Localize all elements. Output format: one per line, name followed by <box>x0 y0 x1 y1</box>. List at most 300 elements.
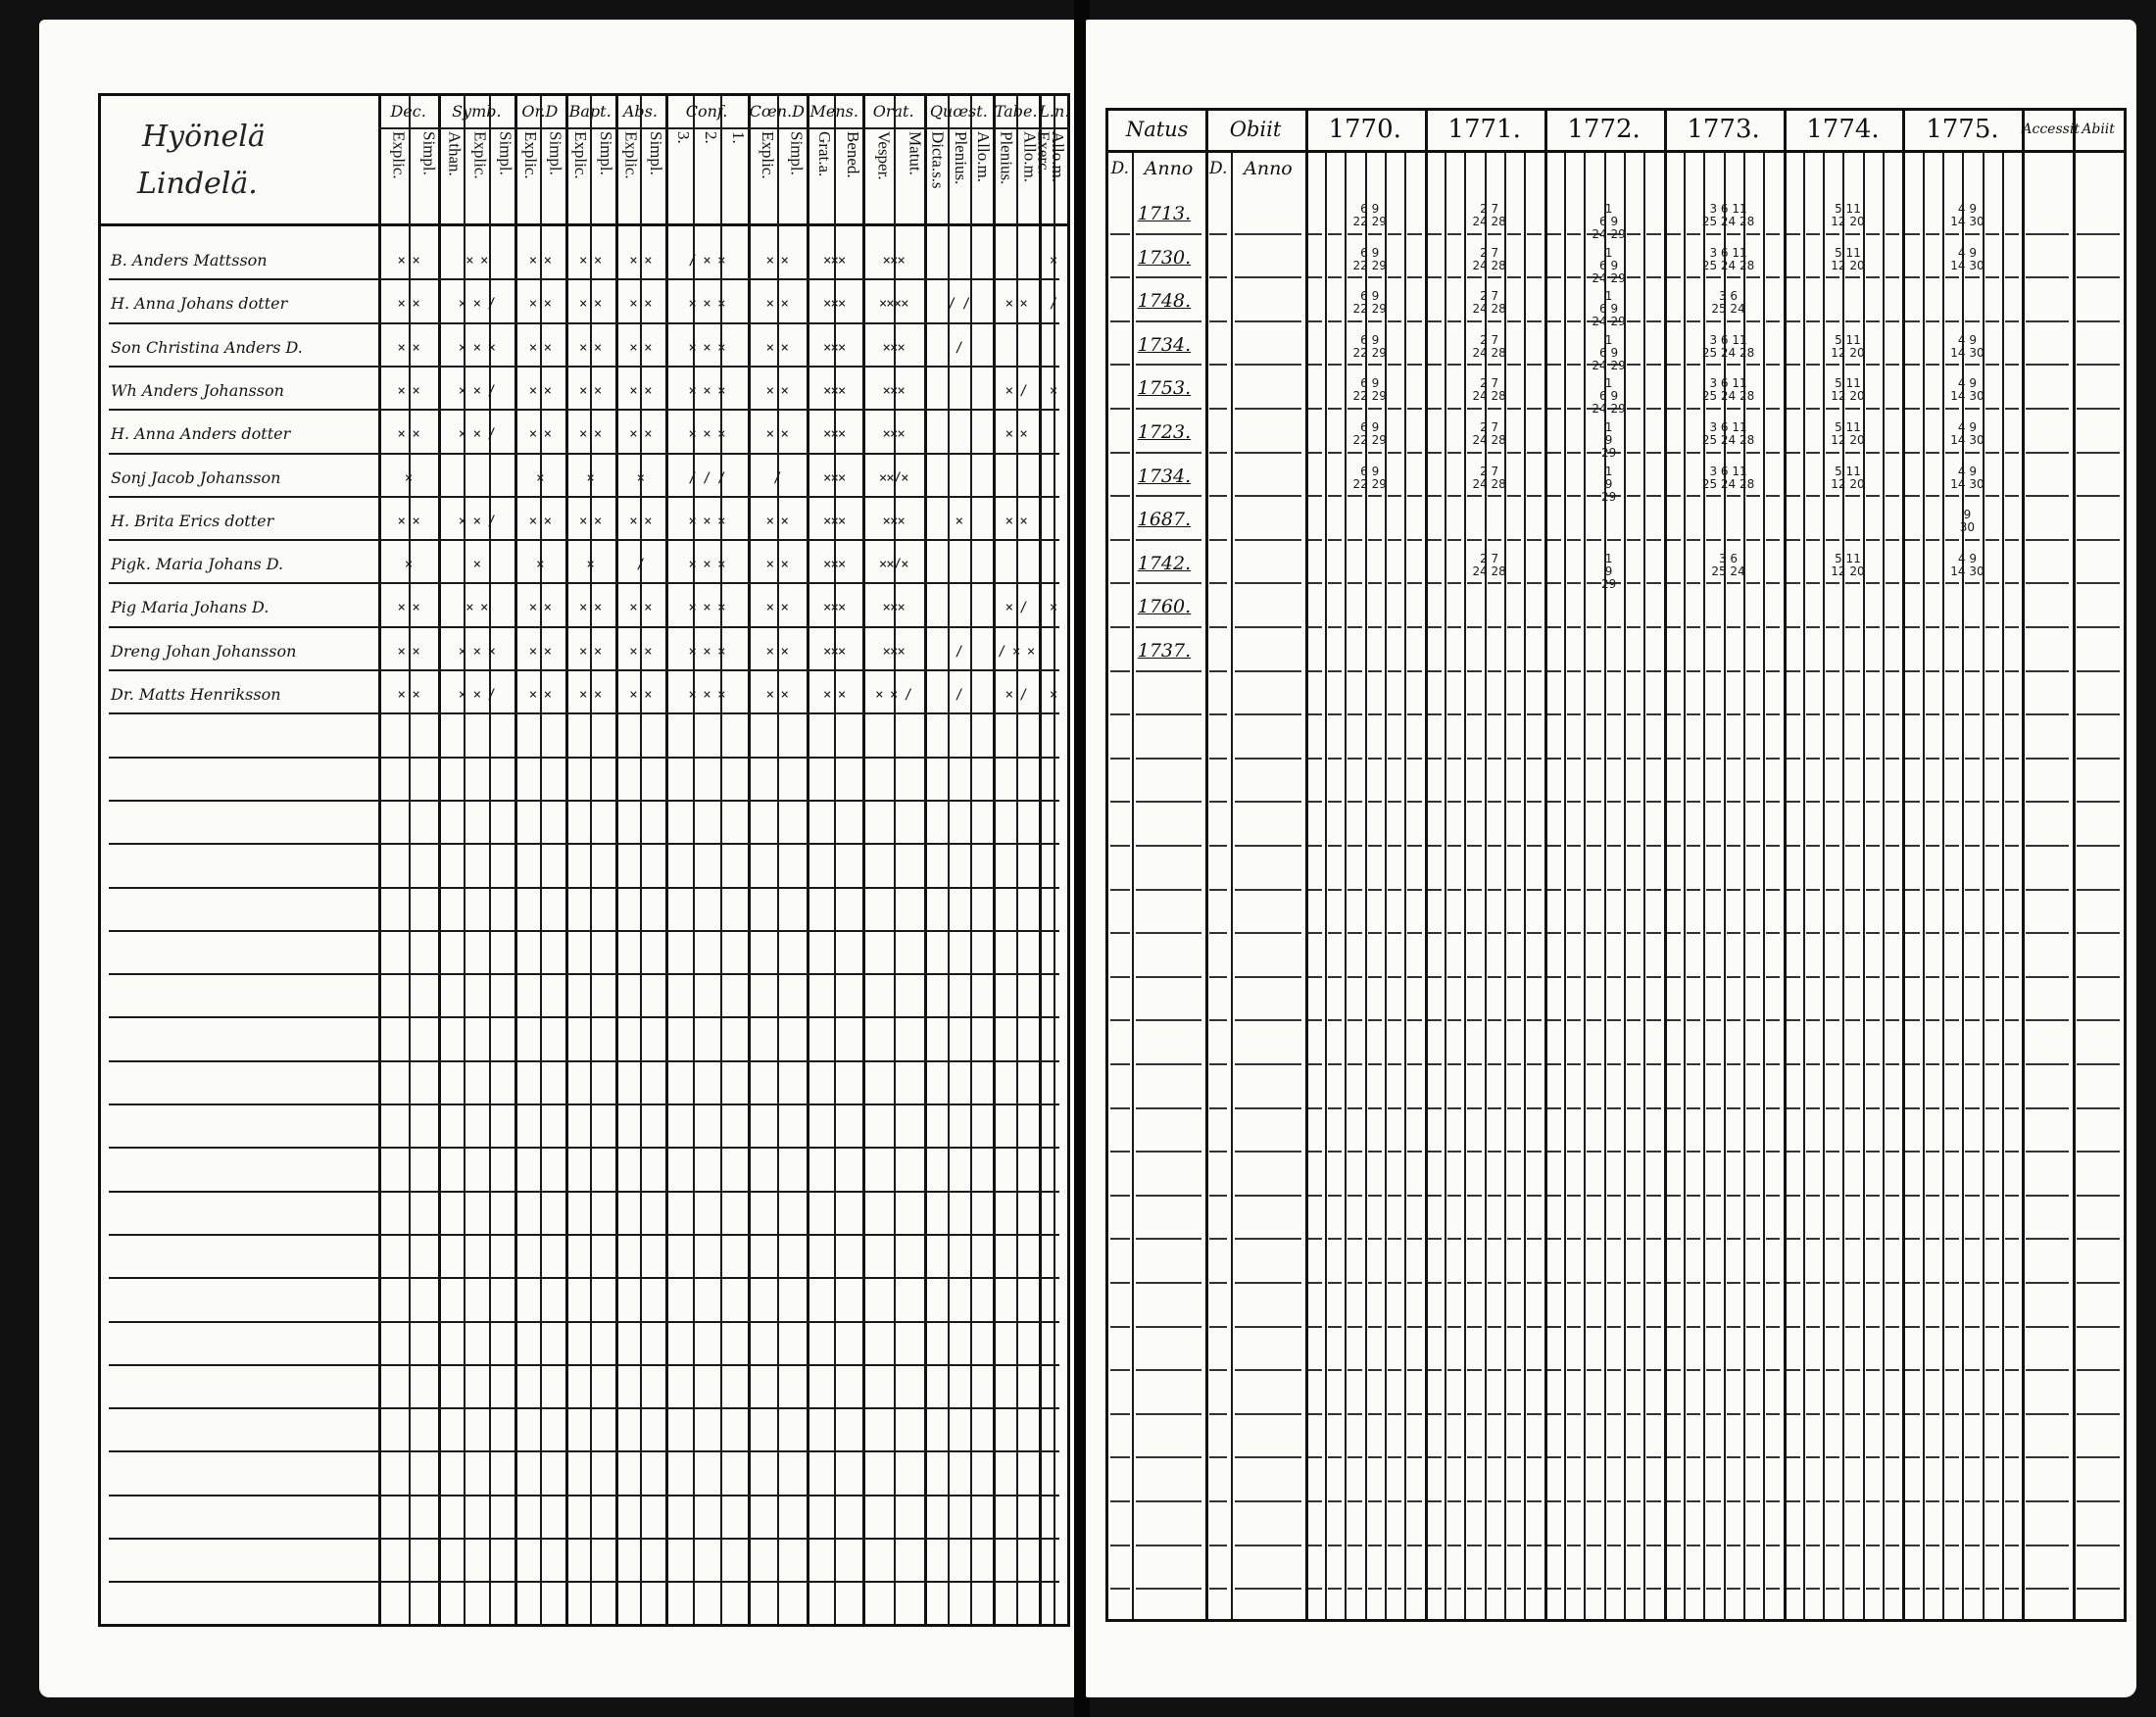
row-rule <box>1766 626 1780 628</box>
sub-column-divider <box>640 96 642 1624</box>
row-rule <box>1926 801 1939 803</box>
sub-column-divider <box>540 96 542 1624</box>
birth-year: 1760. <box>1137 596 1192 618</box>
catechism-date: 3 6 11 <box>1709 202 1747 216</box>
catechism-mark: × × <box>397 426 419 443</box>
row-rule <box>1806 452 1820 454</box>
column-subhead: Bened. <box>843 131 862 178</box>
row-rule <box>1886 582 1899 584</box>
row-rule <box>1926 1545 1939 1546</box>
row-rule <box>1507 1369 1521 1371</box>
row-rule <box>1567 1238 1581 1240</box>
row-rule <box>1209 1107 1227 1109</box>
catechism-mark: ××× <box>882 382 905 399</box>
row-rule <box>1527 1500 1541 1502</box>
row-rule <box>1627 1282 1641 1284</box>
row-rule <box>1886 801 1899 803</box>
row-rule <box>1766 320 1780 322</box>
row-rule <box>1945 1282 1959 1284</box>
row-rule <box>2077 670 2120 672</box>
row-rule <box>1308 233 1322 235</box>
row-rule <box>1706 320 1720 322</box>
row-rule <box>2077 976 2120 978</box>
row-rule <box>1567 713 1581 715</box>
row-rule <box>1905 539 1919 541</box>
row-rule <box>1746 1369 1760 1371</box>
row-rule <box>1328 845 1342 847</box>
row-rule <box>1687 713 1700 715</box>
row-rule <box>1136 626 1202 628</box>
row-rule <box>1547 276 1561 278</box>
row-rule <box>1826 1588 1839 1590</box>
row-rule <box>1467 626 1481 628</box>
catechism-mark: × × × <box>688 339 725 356</box>
row-rule <box>1235 976 1301 978</box>
row-rule <box>1467 845 1481 847</box>
row-rule <box>1727 1588 1740 1590</box>
row-rule <box>1467 932 1481 934</box>
row-rule <box>1507 626 1521 628</box>
row-rule <box>1646 932 1660 934</box>
row-rule <box>1945 1151 1959 1153</box>
catechism-mark: ××× <box>823 643 846 660</box>
row-rule <box>1706 1588 1720 1590</box>
row-rule <box>1567 1500 1581 1502</box>
row-rule <box>1746 452 1760 454</box>
row-rule <box>1607 1500 1621 1502</box>
row-rule <box>1766 1238 1780 1240</box>
row-rule <box>1607 1151 1621 1153</box>
row-rule <box>2026 408 2069 410</box>
row-rule <box>1866 1545 1880 1546</box>
row-rule <box>1926 932 1939 934</box>
row-rule <box>1308 452 1322 454</box>
row-rule <box>1488 932 1501 934</box>
row-rule <box>1407 670 1421 672</box>
row-rule <box>1136 276 1202 278</box>
row-rule <box>1845 1107 1859 1109</box>
row-rule <box>2005 320 2019 322</box>
movement-header: Abiit <box>2082 122 2115 137</box>
row-rule <box>1866 626 1880 628</box>
row-rule <box>1826 1500 1839 1502</box>
catechism-date: 24 28 <box>1472 564 1506 578</box>
row-rule <box>1706 1107 1720 1109</box>
catechism-date: 6 9 <box>1360 376 1380 391</box>
row-rule <box>1627 758 1641 760</box>
row-rule <box>1488 1063 1501 1065</box>
row-rule <box>1886 976 1899 978</box>
catechism-mark: ××× <box>823 426 846 443</box>
row-rule <box>2005 276 2019 278</box>
row-rule <box>1945 1369 1959 1371</box>
obiit-header: Obiit <box>1229 118 1282 141</box>
row-rule <box>1547 758 1561 760</box>
row-rule <box>1209 889 1227 891</box>
row-rule <box>109 278 1059 280</box>
row-rule <box>1926 364 1939 366</box>
row-rule <box>1527 1151 1541 1153</box>
row-rule <box>1348 539 1361 541</box>
row-rule <box>1136 1063 1202 1065</box>
column-subhead: Dicta.s.s <box>928 131 948 189</box>
row-rule <box>1926 1151 1939 1153</box>
row-rule <box>1209 1456 1227 1458</box>
row-rule <box>1348 408 1361 410</box>
row-rule <box>1787 1019 1800 1021</box>
row-rule <box>1567 1019 1581 1021</box>
row-rule <box>1787 408 1800 410</box>
row-rule <box>1507 320 1521 322</box>
row-rule <box>2005 932 2019 934</box>
row-rule <box>1136 1282 1202 1284</box>
row-rule <box>1926 233 1939 235</box>
catechism-mark: × / <box>1004 600 1027 616</box>
row-rule <box>1488 1588 1501 1590</box>
catechism-date: 25 24 28 <box>1701 476 1755 491</box>
row-rule <box>1706 845 1720 847</box>
row-rule <box>1587 1019 1600 1021</box>
catechism-mark: ××× <box>823 296 846 313</box>
column-divider <box>862 96 865 1624</box>
row-rule <box>1746 845 1760 847</box>
row-rule <box>1787 801 1800 803</box>
row-rule <box>1706 1238 1720 1240</box>
row-rule <box>1447 1063 1461 1065</box>
column-subhead: Simpl. <box>496 131 515 175</box>
row-rule <box>1136 1588 1202 1590</box>
row-rule <box>1926 626 1939 628</box>
row-rule <box>1407 1369 1421 1371</box>
row-rule <box>1687 1545 1700 1546</box>
row-rule <box>1368 976 1382 978</box>
row-rule <box>1467 889 1481 891</box>
row-rule <box>1945 889 1959 891</box>
row-rule <box>1587 1413 1600 1415</box>
row-rule <box>1328 408 1342 410</box>
row-rule <box>1965 1151 1979 1153</box>
row-rule <box>1388 452 1401 454</box>
row-rule <box>1926 276 1939 278</box>
row-rule <box>1407 889 1421 891</box>
row-rule <box>1209 233 1227 235</box>
row-rule <box>1567 1282 1581 1284</box>
row-rule <box>1428 276 1442 278</box>
row-rule <box>1407 452 1421 454</box>
row-rule <box>1727 889 1740 891</box>
row-rule <box>1527 1369 1541 1371</box>
row-rule <box>1235 582 1301 584</box>
catechism-date: 14 30 <box>1950 476 1984 491</box>
row-rule <box>1965 1063 1979 1065</box>
column-divider <box>514 96 517 1624</box>
row-rule <box>1766 1588 1780 1590</box>
row-rule <box>2077 582 2120 584</box>
obiit-anno-subheader: Anno <box>1244 158 1293 179</box>
obiit-day-subheader: D. <box>1209 159 1228 178</box>
row-rule <box>1646 1413 1660 1415</box>
row-rule <box>1787 1456 1800 1458</box>
row-rule <box>2005 364 2019 366</box>
row-rule <box>1407 320 1421 322</box>
row-rule <box>1507 932 1521 934</box>
row-rule <box>1467 408 1481 410</box>
column-subhead: Athan. <box>445 131 465 176</box>
row-rule <box>1547 1151 1561 1153</box>
row-rule <box>2026 276 2069 278</box>
row-rule <box>1407 713 1421 715</box>
row-rule <box>1706 1369 1720 1371</box>
row-rule <box>1646 1238 1660 1240</box>
row-rule <box>1407 845 1421 847</box>
row-rule <box>2077 1545 2120 1546</box>
row-rule <box>1945 495 1959 497</box>
row-rule <box>1235 932 1301 934</box>
catechism-mark: × × × <box>688 643 725 660</box>
row-rule <box>1806 626 1820 628</box>
row-rule <box>1646 1151 1660 1153</box>
row-rule <box>1328 1500 1342 1502</box>
row-rule <box>1587 1326 1600 1328</box>
row-rule <box>1547 932 1561 934</box>
row-rule <box>1905 1588 1919 1590</box>
row-rule <box>1209 1413 1227 1415</box>
row-rule <box>1328 364 1342 366</box>
row-rule <box>1945 626 1959 628</box>
row-rule <box>1488 1413 1501 1415</box>
catechism-date: 5 11 <box>1835 420 1861 434</box>
row-rule <box>1905 1326 1919 1328</box>
catechism-date: 9 <box>1604 433 1613 447</box>
row-rule <box>1308 1413 1322 1415</box>
row-rule <box>1388 1151 1401 1153</box>
row-rule <box>1407 1195 1421 1197</box>
row-rule <box>1328 1107 1342 1109</box>
row-rule <box>1488 408 1501 410</box>
row-rule <box>109 669 1059 671</box>
row-rule <box>1806 976 1820 978</box>
row-rule <box>2026 845 2069 847</box>
row-rule <box>1806 582 1820 584</box>
row-rule <box>1209 1500 1227 1502</box>
catechism-mark: × × × <box>688 382 725 399</box>
row-rule <box>1886 1500 1899 1502</box>
catechism-date: 29 <box>1600 446 1617 460</box>
row-rule <box>2026 1063 2069 1065</box>
row-rule <box>1110 670 1130 672</box>
row-rule <box>109 1191 1059 1193</box>
row-rule <box>1527 582 1541 584</box>
row-rule <box>1567 1107 1581 1109</box>
row-rule <box>1527 320 1541 322</box>
row-rule <box>1467 495 1481 497</box>
catechism-date: 25 24 28 <box>1701 433 1755 447</box>
row-rule <box>1348 932 1361 934</box>
row-rule <box>1428 1195 1442 1197</box>
row-rule <box>1407 1107 1421 1109</box>
column-subhead: Allo.m. <box>1020 131 1040 182</box>
row-rule <box>1447 1545 1461 1546</box>
row-rule <box>1547 1063 1561 1065</box>
row-rule <box>1646 976 1660 978</box>
catechism-mark: × / <box>1004 382 1027 399</box>
row-rule <box>1706 364 1720 366</box>
column-subhead: Explic. <box>389 131 409 179</box>
catechism-date: 25 24 28 <box>1701 258 1755 272</box>
row-rule <box>1886 932 1899 934</box>
row-rule <box>1845 1413 1859 1415</box>
row-rule <box>2005 1282 2019 1284</box>
row-rule <box>1905 1107 1919 1109</box>
catechism-date: 24 29 <box>1592 402 1626 417</box>
birth-year: 1713. <box>1137 203 1192 224</box>
row-rule <box>1706 539 1720 541</box>
column-head: L.n. <box>1039 102 1070 121</box>
sub-column-divider <box>1016 96 1018 1624</box>
row-rule <box>1806 713 1820 715</box>
row-rule <box>1447 626 1461 628</box>
row-rule <box>1866 320 1880 322</box>
row-rule <box>1348 1151 1361 1153</box>
row-rule <box>1447 1107 1461 1109</box>
row-rule <box>2026 1195 2069 1197</box>
row-rule <box>1766 582 1780 584</box>
sub-column-divider <box>590 96 592 1624</box>
month-divider <box>1962 150 1964 1619</box>
row-rule <box>1328 1456 1342 1458</box>
row-rule <box>1667 976 1681 978</box>
row-rule <box>1945 233 1959 235</box>
row-rule <box>109 800 1059 802</box>
row-rule <box>1235 408 1301 410</box>
row-rule <box>1687 1063 1700 1065</box>
row-rule <box>1806 364 1820 366</box>
row-rule <box>1209 539 1227 541</box>
row-rule <box>1926 1019 1939 1021</box>
row-rule <box>1806 1195 1820 1197</box>
row-rule <box>1235 1282 1301 1284</box>
row-rule <box>1209 758 1227 760</box>
row-rule <box>1567 976 1581 978</box>
row-rule <box>1235 1369 1301 1371</box>
row-rule <box>1328 1545 1342 1546</box>
month-divider <box>1385 150 1387 1619</box>
row-rule <box>1687 233 1700 235</box>
row-rule <box>1348 845 1361 847</box>
row-rule <box>1687 276 1700 278</box>
row-rule <box>1667 1151 1681 1153</box>
row-rule <box>1746 1019 1760 1021</box>
row-rule <box>1845 758 1859 760</box>
row-rule <box>1945 1413 1959 1415</box>
catechism-date: 5 11 <box>1835 376 1861 391</box>
row-rule <box>1235 1019 1301 1021</box>
row-rule <box>1607 1326 1621 1328</box>
row-rule <box>1447 801 1461 803</box>
row-rule <box>1368 932 1382 934</box>
row-rule <box>1766 1019 1780 1021</box>
row-rule <box>2026 626 2069 628</box>
row-rule <box>1905 670 1919 672</box>
row-rule <box>1388 889 1401 891</box>
row-rule <box>1826 1195 1839 1197</box>
row-rule <box>1826 1326 1839 1328</box>
catechism-mark: ××× <box>823 382 846 399</box>
row-rule <box>1136 758 1202 760</box>
row-rule <box>2026 932 2069 934</box>
row-rule <box>1926 758 1939 760</box>
catechism-date: 1 <box>1604 420 1613 434</box>
row-rule <box>2026 1238 2069 1240</box>
row-rule <box>1905 626 1919 628</box>
row-rule <box>1348 1326 1361 1328</box>
catechism-date: 3 6 11 <box>1709 376 1747 391</box>
row-rule <box>1985 320 1999 322</box>
row-rule <box>1886 845 1899 847</box>
row-rule <box>1866 976 1880 978</box>
row-rule <box>1348 1456 1361 1458</box>
row-rule <box>1727 1195 1740 1197</box>
row-rule <box>1507 495 1521 497</box>
row-rule <box>1348 452 1361 454</box>
row-rule <box>1905 1500 1919 1502</box>
row-rule <box>1136 320 1202 322</box>
row-rule <box>1866 1019 1880 1021</box>
row-rule <box>2077 1456 2120 1458</box>
row-rule <box>1587 1195 1600 1197</box>
column-head: Symb. <box>452 102 502 121</box>
row-rule <box>1886 408 1899 410</box>
row-rule <box>1706 1500 1720 1502</box>
row-rule <box>1746 364 1760 366</box>
row-rule <box>1945 582 1959 584</box>
row-rule <box>1766 670 1780 672</box>
row-rule <box>2026 1107 2069 1109</box>
row-rule <box>1507 670 1521 672</box>
row-rule <box>1428 932 1442 934</box>
catechism-mark: × × <box>528 296 552 313</box>
row-rule <box>109 496 1059 498</box>
catechism-date: 24 28 <box>1472 258 1506 272</box>
catechism-date: 25 24 28 <box>1701 215 1755 228</box>
row-rule <box>1985 801 1999 803</box>
catechism-mark: × × <box>629 687 652 703</box>
row-rule <box>109 1581 1059 1583</box>
row-rule <box>2077 233 2120 235</box>
row-rule <box>1110 1063 1130 1065</box>
row-rule <box>1428 801 1442 803</box>
row-rule <box>1845 320 1859 322</box>
row-rule <box>1428 1151 1442 1153</box>
row-rule <box>1965 1326 1979 1328</box>
month-divider <box>1345 150 1347 1619</box>
row-rule <box>1368 1063 1382 1065</box>
year-header: 1770. <box>1328 115 1401 144</box>
row-rule <box>1766 889 1780 891</box>
row-rule <box>1388 845 1401 847</box>
row-rule <box>1727 1282 1740 1284</box>
catechism-mark: × × <box>528 513 552 529</box>
row-rule <box>1787 1326 1800 1328</box>
row-rule <box>1965 1500 1979 1502</box>
row-rule <box>1607 976 1621 978</box>
row-rule <box>1428 1413 1442 1415</box>
row-rule <box>1428 408 1442 410</box>
row-rule <box>1308 801 1322 803</box>
row-rule <box>1806 932 1820 934</box>
row-rule <box>1826 582 1839 584</box>
row-rule <box>1527 1063 1541 1065</box>
